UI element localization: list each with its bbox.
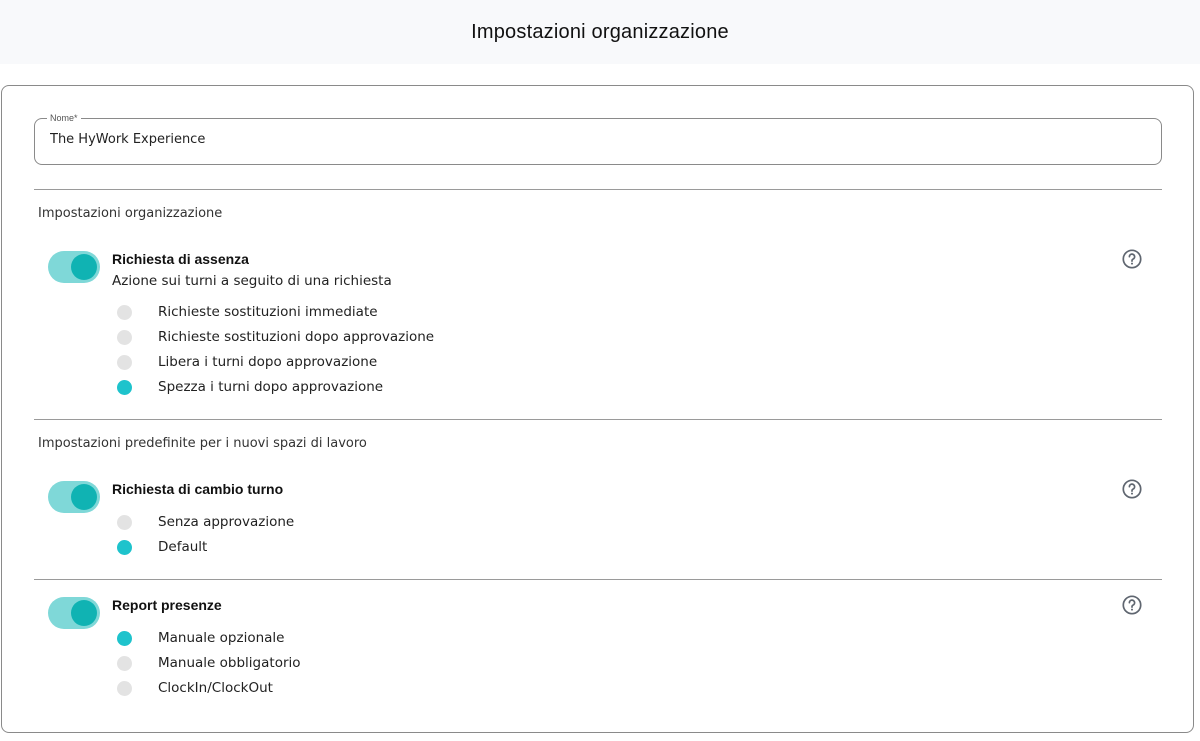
radio-label: Manuale opzionale [158,630,285,646]
radio-indicator [117,656,132,671]
name-input[interactable] [50,132,1140,147]
radio-indicator [117,631,132,646]
shift-change-title: Richiesta di cambio turno [112,481,284,497]
radio-indicator [117,681,132,696]
absence-request-toggle[interactable] [48,251,100,283]
page-header [0,0,1200,64]
help-circle-icon[interactable] [1122,479,1142,499]
section-title-organization: Impostazioni organizzazione [38,206,223,221]
name-field[interactable] [34,113,1162,165]
radio-option[interactable] [117,654,301,672]
shift-change-toggle[interactable] [48,481,100,513]
absence-request-title: Richiesta di assenza [112,251,249,267]
radio-option[interactable] [117,378,383,396]
radio-label: ClockIn/ClockOut [158,680,273,696]
divider [34,419,1162,420]
radio-option[interactable] [117,538,207,556]
radio-label: Libera i turni dopo approvazione [158,354,378,370]
toggle-knob [71,600,97,626]
radio-label: Default [158,539,208,555]
settings-card [1,85,1194,733]
radio-option[interactable] [117,679,273,697]
radio-option[interactable] [117,303,378,321]
radio-label: Manuale obbligatorio [158,655,301,671]
attendance-report-toggle[interactable] [48,597,100,629]
radio-label: Richieste sostituzioni dopo approvazione [158,329,435,345]
toggle-knob [71,254,97,280]
name-field-label: Nome* [47,112,81,124]
radio-indicator [117,515,132,530]
radio-label: Richieste sostituzioni immediate [158,304,378,320]
radio-option[interactable] [117,629,284,647]
help-circle-icon[interactable] [1122,595,1142,615]
radio-indicator [117,355,132,370]
absence-request-subtitle: Azione sui turni a seguito di una richiesta [112,273,392,289]
attendance-report-title: Report presenze [112,597,222,613]
divider [34,189,1162,190]
radio-option[interactable] [117,513,294,531]
radio-label: Spezza i turni dopo approvazione [158,379,384,395]
radio-label: Senza approvazione [158,514,295,530]
section-title-defaults: Impostazioni predefinite per i nuovi spazi di lavoro [38,436,367,451]
help-circle-icon[interactable] [1122,249,1142,269]
radio-indicator [117,330,132,345]
radio-option[interactable] [117,328,434,346]
radio-indicator [117,540,132,555]
page-title: Impostazioni organizzazione [471,20,729,43]
divider [34,579,1162,580]
radio-indicator [117,380,132,395]
radio-option[interactable] [117,353,377,371]
radio-indicator [117,305,132,320]
toggle-knob [71,484,97,510]
